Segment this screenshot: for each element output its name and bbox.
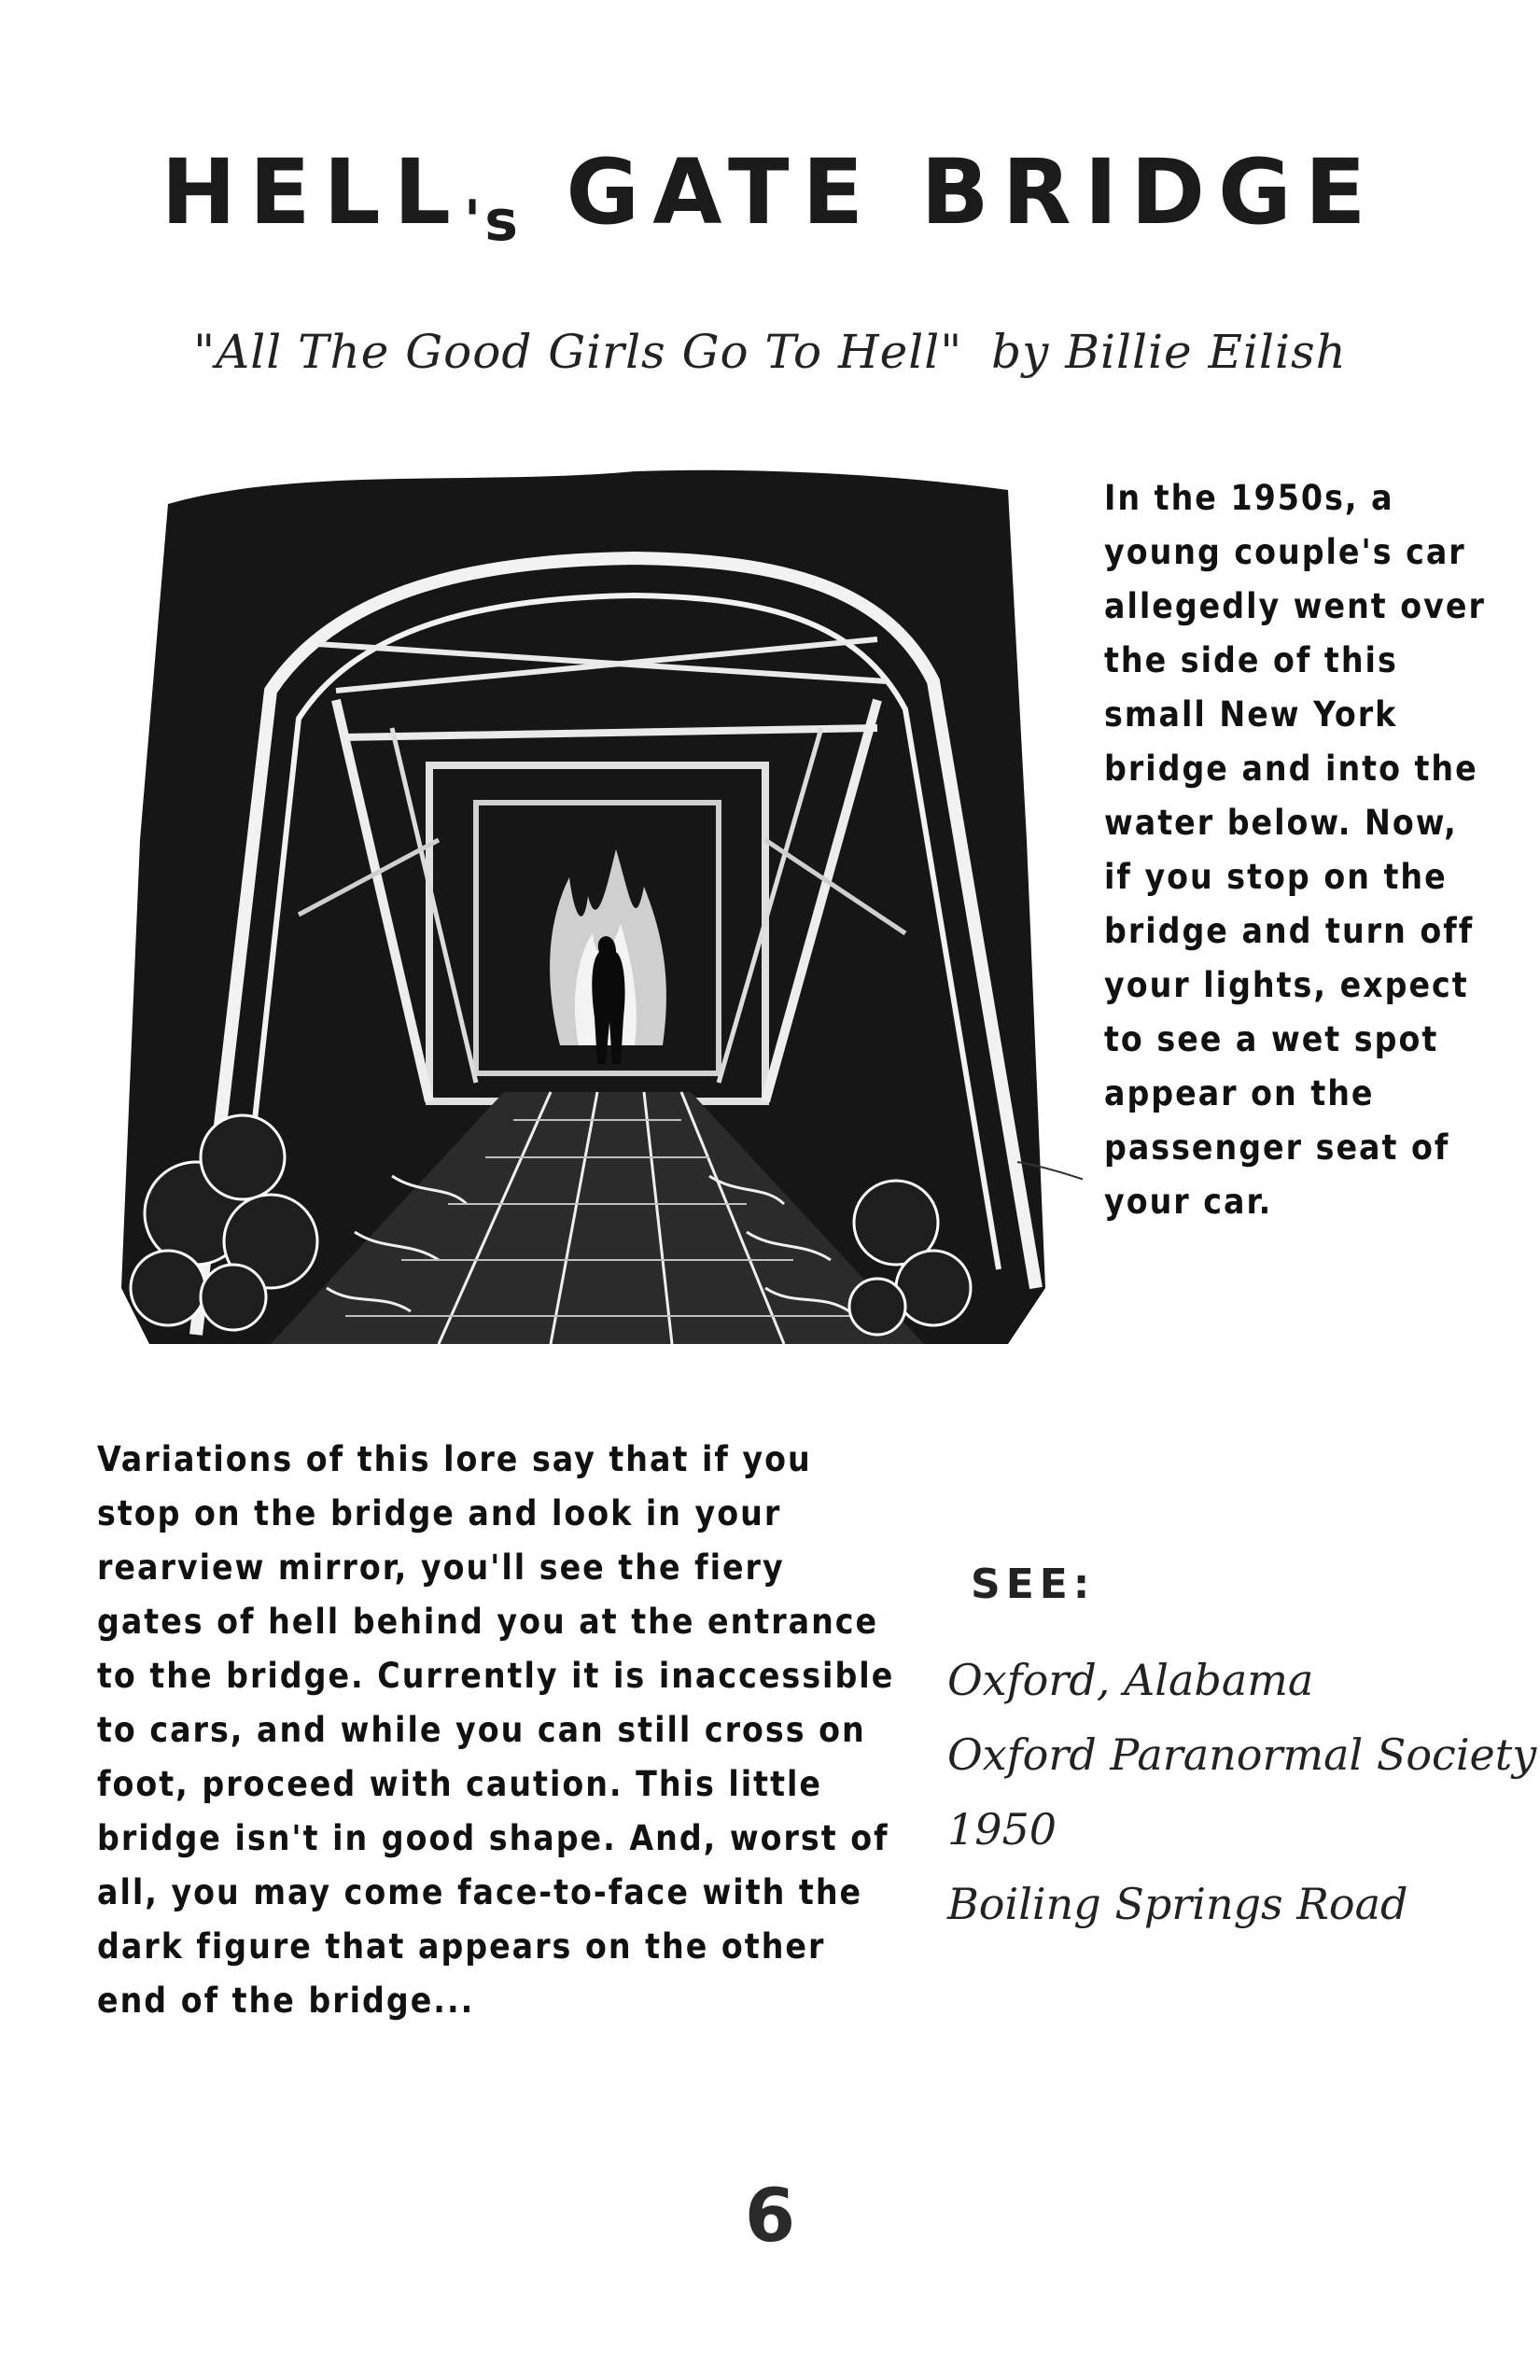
see-label: SEE: [971,1561,1096,1608]
see-list [947,1643,1537,1941]
side-paragraph: In the 1950s, a young couple's car allegedly went over the side of this small New York bridge and into the water below. Now, if you stop on the bridge and turn off your lights, expect to see a wet spot appear on the passenger seat of your car. [1104,478,1486,1222]
song-title: "All The Good Girls Go To Hell" [193,325,963,379]
song-by: by [991,325,1050,379]
title-part2: GATE BRIDGE [566,140,1379,245]
see-item-location: Oxford, Alabama [947,1655,1314,1705]
see-item-road: Boiling Springs Road [947,1879,1408,1929]
bridge-illustration [112,448,1083,1391]
song-artist: Billie Eilish [1065,325,1347,379]
page-number: 6 [744,2175,796,2259]
see-item-year: 1950 [947,1804,1057,1855]
see-item-society: Oxford Paranormal Society [947,1729,1537,1780]
body-paragraph: Variations of this lore say that if you stop on the bridge and look in your rearview mirror, you'll see the fiery gates of hell behind you at the entrance to the bridge. Currently it is inaccessible to cars, and while you can still cross on foot, proceed with caution. This little bridge isn't in good shape. And, worst of all, you may come face-to-face with the dark figure that appears on the other end of the bridge... [97,1439,895,2021]
title-part1: HELL [161,140,464,245]
page-title [0,140,1540,254]
song-credit [0,325,1540,379]
title-apostrophe-s: 's [463,189,522,254]
